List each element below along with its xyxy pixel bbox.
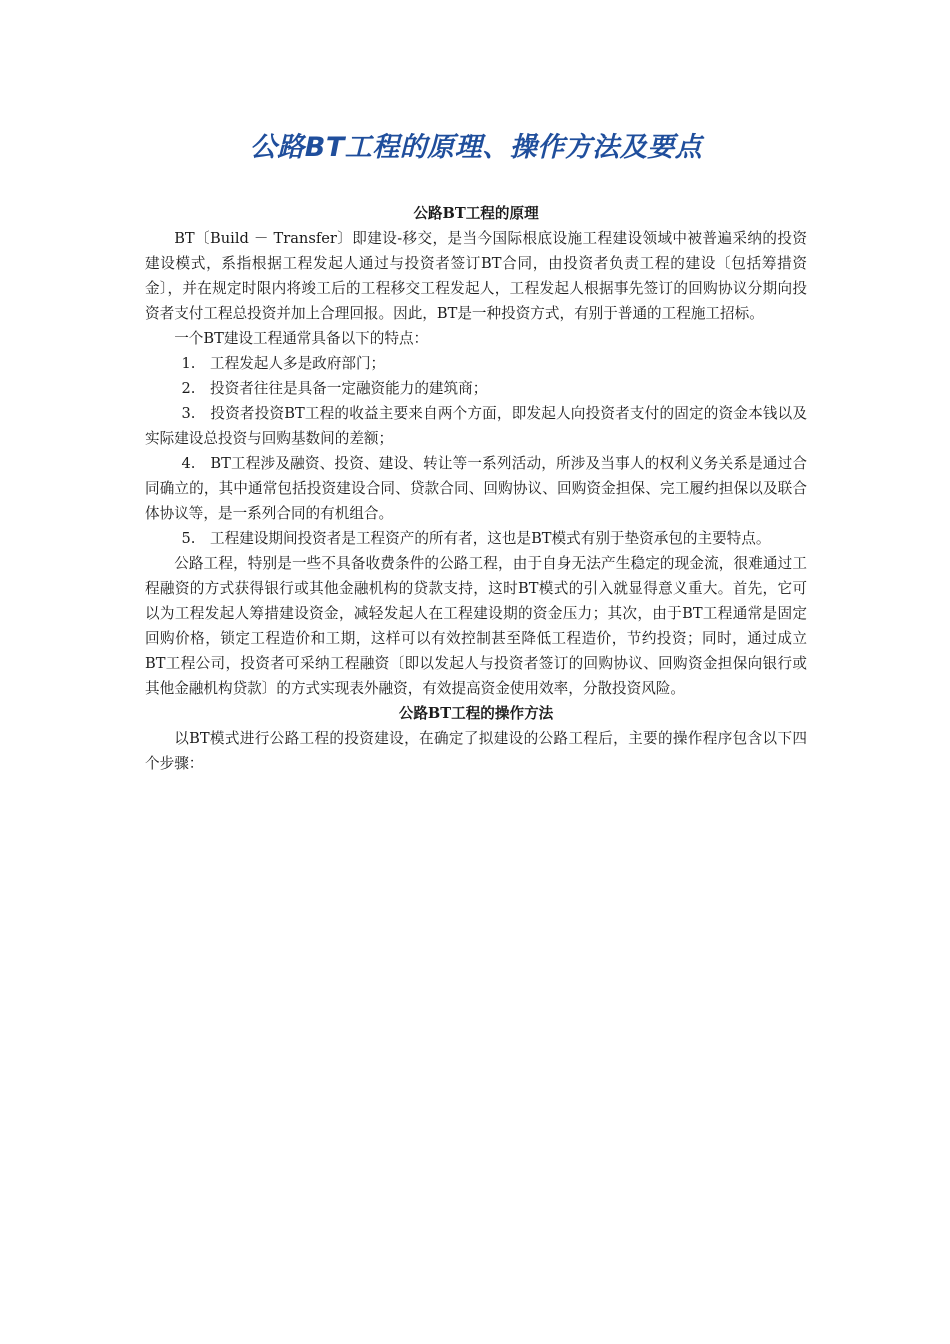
section-heading-principle: 公路BT工程的原理 — [413, 205, 539, 222]
feature-item-4: 4. BT工程涉及融资、投资、建设、转让等一系列活动，所涉及当事人的权利义务关系是通过合同确立的，其中通常包括投资建设合同、贷款合同、回购协议、回购资金担保、完工履约担保以及联合体协议等，是一系列合同的有机组合。 — [145, 455, 807, 522]
features-intro: 一个BT建设工程通常具备以下的特点： — [174, 330, 429, 347]
highway-paragraph: 公路工程，特别是一些不具备收费条件的公路工程，由于自身无法产生稳定的现金流，很难通过工程融资的方式获得银行或其他金融机构的贷款支持，这时BT模式的引入就显得意义重大。首先，它可以为工程发起人筹措建设资金，减轻发起人在工程建设期的资金压力；其次，由于BT工程通常是固定回购价格，锁定工程造价和工期，这样可以有效控制甚至降低工程造价，节约投资；同时，通过成立BT工程公司，投资者可采纳工程融资〔即以发起人与投资者签订的回购协议、回购资金担保向银行或其他金融机构贷款〕的方式实现表外融资，有效提高资金使用效率，分散投资风险。 — [145, 555, 807, 697]
feature-item-1: 1. 工程发起人多是政府部门； — [181, 355, 386, 372]
feature-item-2: 2. 投资者往往是具备一定融资能力的建筑商； — [181, 380, 488, 397]
section-heading-method: 公路BT工程的操作方法 — [398, 705, 554, 722]
method-paragraph: 以BT模式进行公路工程的投资建设，在确定了拟建设的公路工程后，主要的操作程序包含以下四个步骤： — [145, 730, 807, 772]
document-body — [145, 128, 807, 776]
principle-paragraph: BT〔Build － Transfer〕即建设-移交，是当今国际根底设施工程建设领域中被普遍采纳的投资建设模式，系指根据工程发起人通过与投资者签订BT合同，由投资者负责工程的建设〔包括筹措资金〕，并在规定时限内将竣工后的工程移交工程发起人，工程发起人根据事先签订的回购协议分期向投资者支付工程总投资并加上合理回报。因此，BT是一种投资方式，有别于普通的工程施工招标。 — [145, 230, 807, 322]
document-title: 公路BT工程的原理、操作方法及要点 — [249, 132, 703, 163]
feature-item-5: 5. 工程建设期间投资者是工程资产的所有者，这也是BT模式有别于垫资承包的主要特点。 — [181, 530, 771, 547]
feature-item-3: 3. 投资者投资BT工程的收益主要来自两个方面，即发起人向投资者支付的固定的资金本钱以及实际建设总投资与回购基数间的差额； — [145, 405, 807, 447]
